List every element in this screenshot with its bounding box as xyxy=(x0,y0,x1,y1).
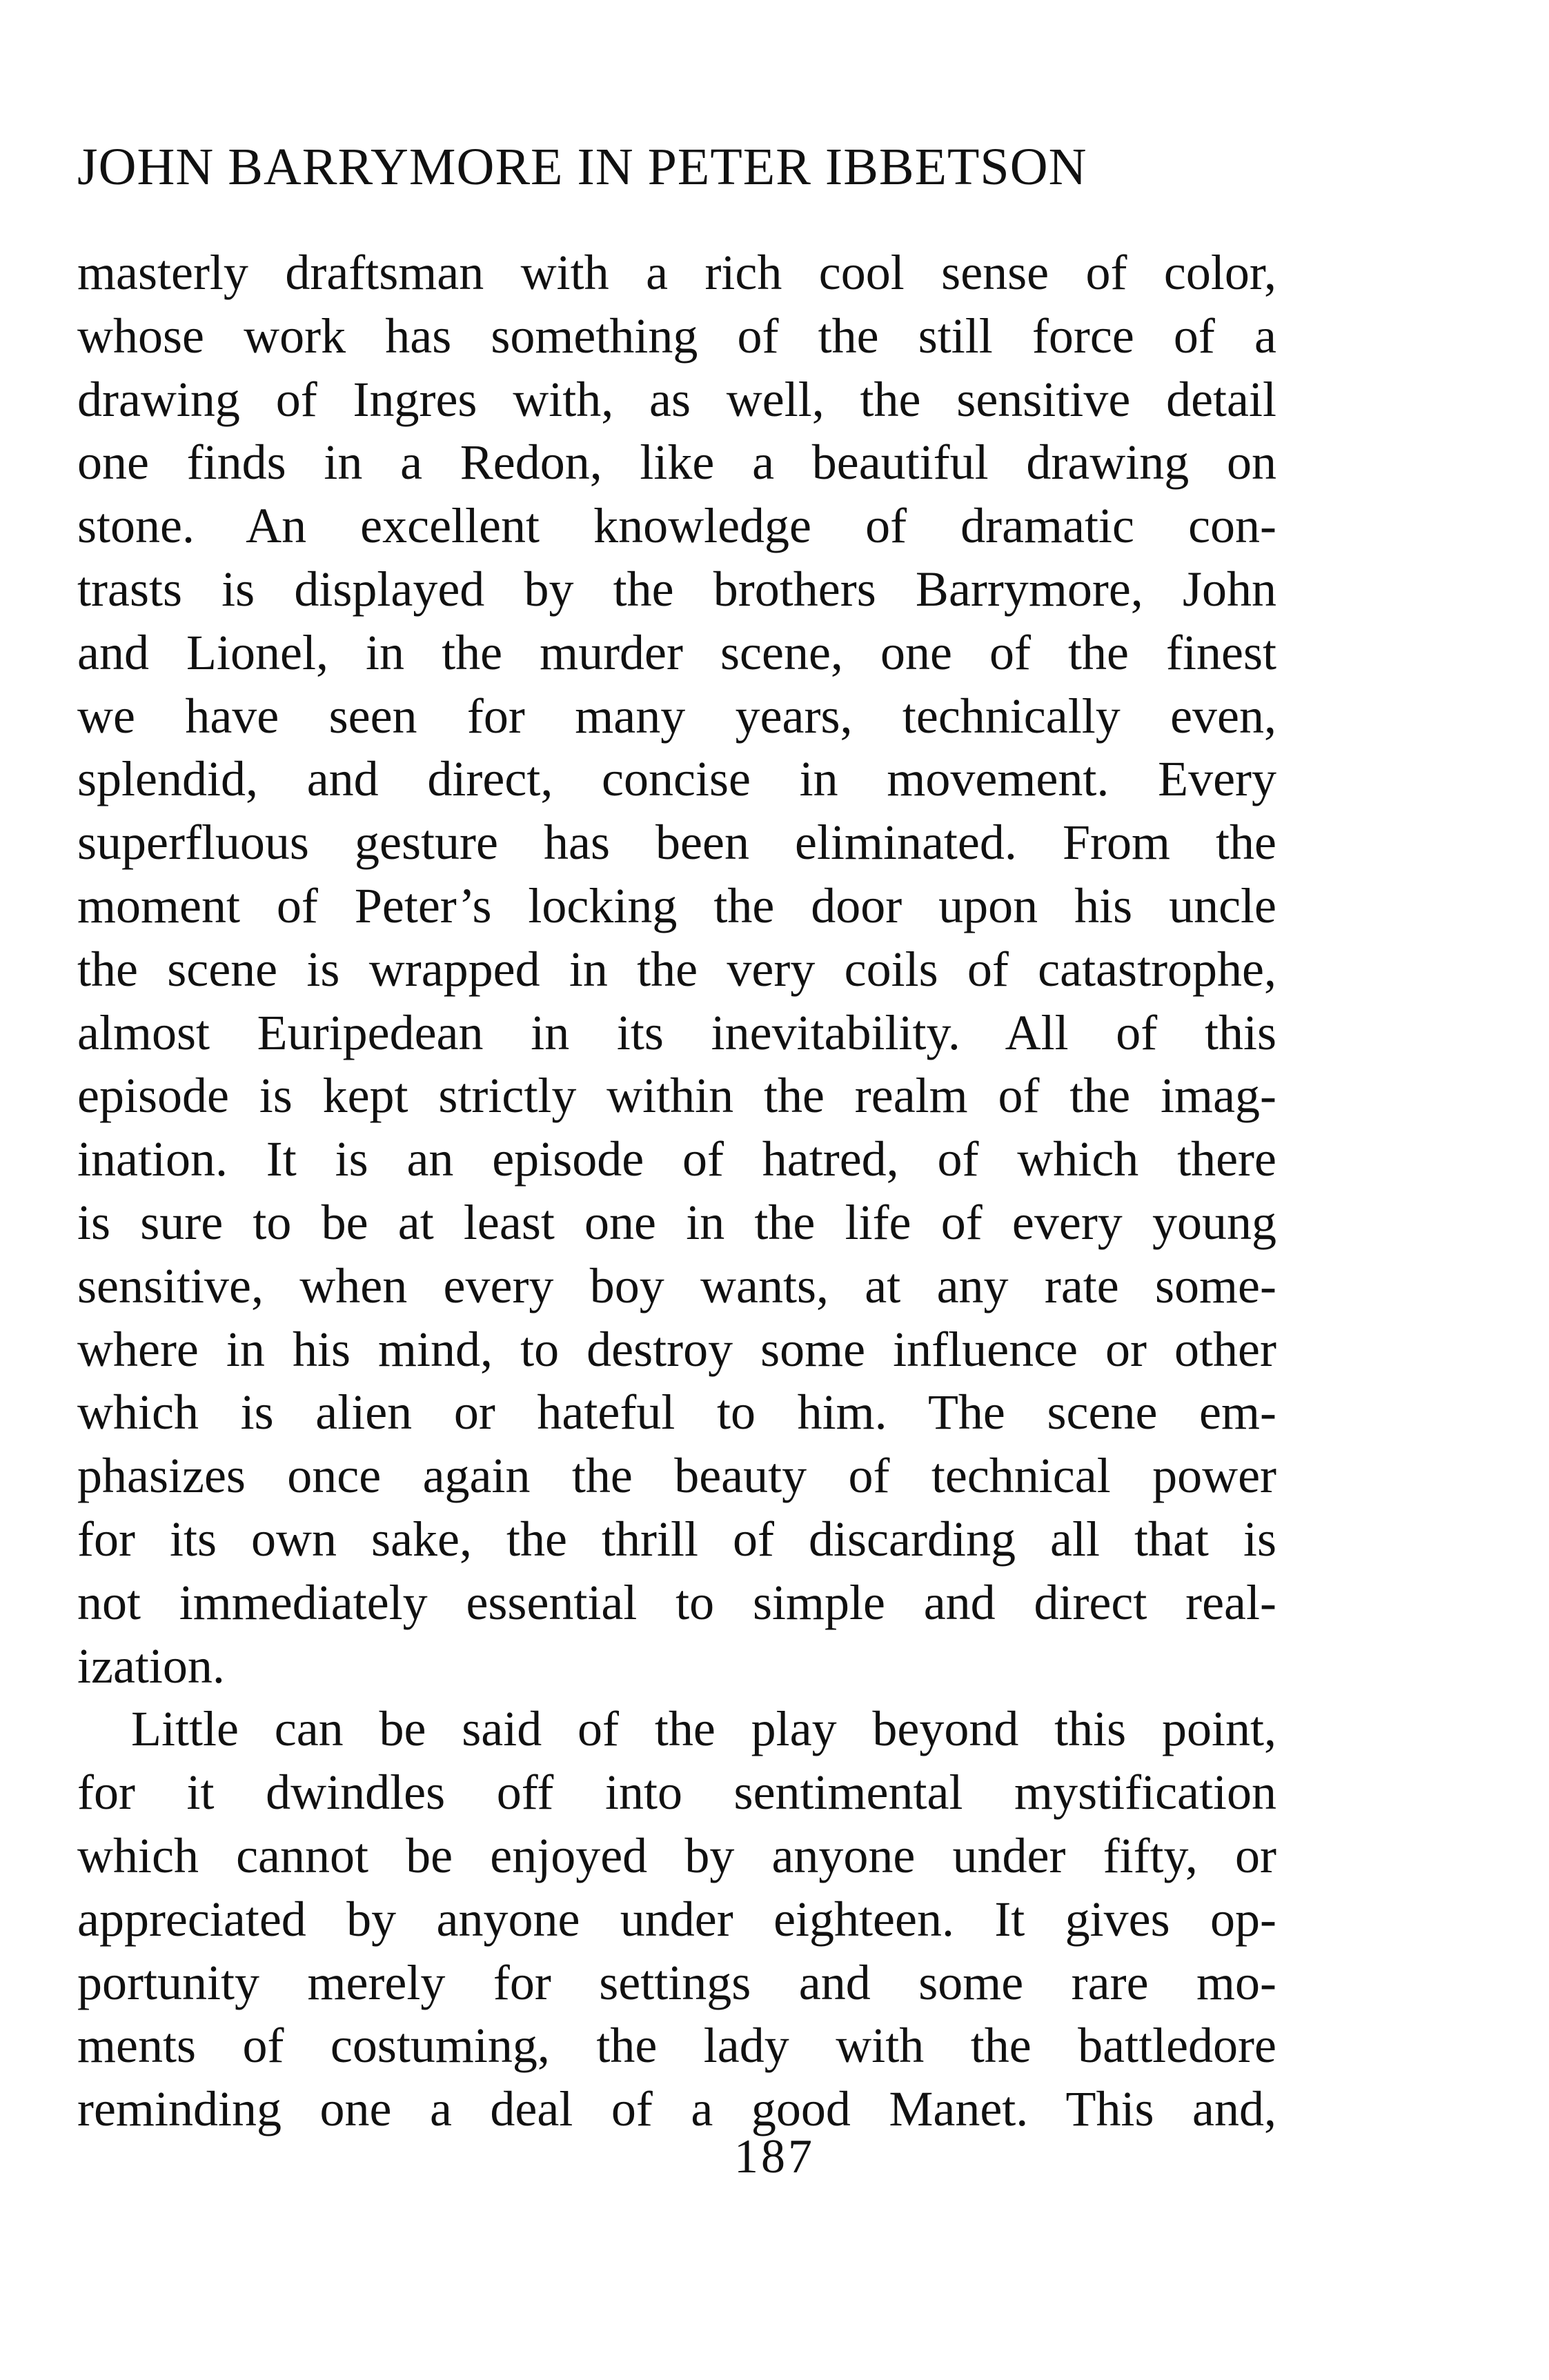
text-line: Little can be said of the play beyond this point, xyxy=(131,1701,1276,1757)
text-line: appreciated by anyone under eighteen. It gives op- xyxy=(77,1891,1276,1947)
text-line: reminding one a deal of a good Manet. This and, xyxy=(77,2081,1276,2137)
paragraph-1 xyxy=(77,241,1276,1698)
paragraph-2 xyxy=(77,1698,1276,2141)
text-line: for its own sake, the thrill of discarding all that is xyxy=(77,1511,1276,1567)
text-line: splendid, and direct, concise in movement. Every xyxy=(77,751,1276,807)
text-line: portunity merely for settings and some rare mo- xyxy=(77,1954,1276,2010)
text-line: and Lionel, in the murder scene, one of the finest xyxy=(77,624,1276,680)
running-head-title: JOHN BARRYMORE IN PETER IBBETSON xyxy=(77,138,1087,196)
text-line: which is alien or hateful to him. The scene em- xyxy=(77,1385,1276,1440)
text-line: is sure to be at least one in the life of every young xyxy=(77,1194,1276,1250)
text-line: ination. It is an episode of hatred, of which there xyxy=(77,1131,1276,1187)
page-number: 187 xyxy=(734,2130,815,2183)
text-line: we have seen for many years, technically even, xyxy=(77,688,1276,744)
text-line: phasizes once again the beauty of technical power xyxy=(77,1448,1276,1504)
text-line: ization. xyxy=(77,1638,225,1694)
text-line: superfluous gesture has been eliminated. From the xyxy=(77,815,1276,871)
text-line: sensitive, when every boy wants, at any rate some- xyxy=(77,1258,1276,1313)
text-line: where in his mind, to destroy some influence or other xyxy=(77,1321,1276,1377)
text-line: ments of costuming, the lady with the battledore xyxy=(77,2018,1276,2074)
body-text xyxy=(77,241,1276,2141)
text-line: the scene is wrapped in the very coils of catastrophe, xyxy=(77,941,1276,997)
text-line: whose work has something of the still force of a xyxy=(77,308,1276,364)
text-line: one finds in a Redon, like a beautiful drawing on xyxy=(77,435,1276,490)
text-line: trasts is displayed by the brothers Barrymore, John xyxy=(77,561,1276,617)
text-line: drawing of Ingres with, as well, the sensitive detail xyxy=(77,371,1276,427)
text-line: moment of Peter’s locking the door upon his uncle xyxy=(77,877,1276,933)
text-line: masterly draftsman with a rich cool sense of color, xyxy=(77,245,1276,300)
text-line: stone. An excellent knowledge of dramatic con- xyxy=(77,498,1276,554)
text-line: for it dwindles off into sentimental mystification xyxy=(77,1765,1276,1821)
text-line: not immediately essential to simple and direct real- xyxy=(77,1574,1276,1630)
text-line: almost Euripedean in its inevitability. All of this xyxy=(77,1004,1276,1060)
text-line: which cannot be enjoyed by anyone under fifty, or xyxy=(77,1827,1276,1883)
text-line: episode is kept strictly within the realm of the imag- xyxy=(77,1068,1276,1124)
